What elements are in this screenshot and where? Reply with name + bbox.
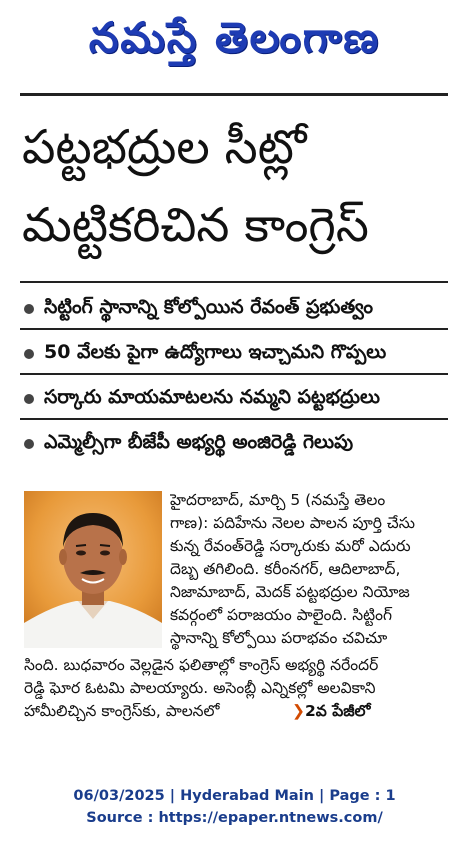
footer-edition-info: 06/03/2025 | Hyderabad Main | Page : 1 [73,788,396,804]
continued-note [292,700,432,723]
article-line: కవర్గంలో పరాజయం పాలైంది. సిట్టింగ్ [170,606,392,624]
bullet-item [22,294,448,324]
headline-line-1: పట్టభద్రుల సీట్లో [22,120,307,175]
bullet-item [22,384,448,414]
article-line: హామీలిచ్చిన కాంగ్రెస్‌కు, పాలనలో [24,702,220,720]
bullet-item [22,339,448,369]
masthead [0,0,469,86]
bullet-text: ఎమ్మెల్సీగా బీజేపీ అభ్యర్థి అంజిరెడ్డి గెలుపు [44,430,354,453]
divider [20,373,448,375]
article-line: సింది. బుధవారం వెల్లడైన ఫలితాల్లో కాంగ్రెస్ అభ్యర్థి నరేందర్ [24,656,379,674]
article-line: నిజామాబాద్, మెదక్ పట్టభద్రుల నియోజ [170,583,410,601]
bullet-dot-icon [24,304,34,314]
continue-arrow-icon: ❯ [292,702,305,720]
article-line: రెడ్డి ఘోర ఓటమి పాలయ్యారు. అసెంబ్లీ ఎన్నికల్లో అలవికాని [24,679,376,697]
divider [20,328,448,330]
bullet-text: 50 వేలకు పైగా ఉద్యోగాలు ఇచ్చామని గొప్పలు [44,340,387,363]
bullet-text: సర్కారు మాయమాటలను నమ్మని పట్టభద్రులు [44,385,381,408]
bullet-dot-icon [24,349,34,359]
masthead-title: నమస్తే తెలంగాణ [88,13,381,62]
headline-line-2: మట్టికరిచిన కాంగ్రెస్ [22,198,369,253]
bullet-item [22,429,448,459]
article-line: స్థానాన్ని కోల్పోయి పరాభవం చవిచూ [170,629,388,647]
bullet-dot-icon [24,394,34,404]
article-line: కున్న రేవంత్‌రెడ్డి సర్కారుకు మరో ఎదురు [170,537,411,555]
divider [20,93,448,96]
article-line: హైదరాబాద్, మార్చి 5 (నమస్తే తెలం [170,491,386,509]
bullet-dot-icon [24,439,34,449]
article-line: గాణ): పదిహేను నెలల పాలన పూర్తి చేసు [170,514,415,532]
article-line: దెబ్బ తగిలింది. కరీంనగర్, ఆదిలాబాద్, [170,560,401,578]
divider [20,281,448,283]
portrait-photo [24,491,162,648]
divider [20,418,448,420]
bullet-text: సిట్టింగ్ స్థానాన్ని కోల్పోయిన రేవంత్ ప్రభుత్వం [44,295,373,318]
continued-label: 2వ పేజీలో [305,702,371,720]
footer-source-link[interactable]: Source : https://epaper.ntnews.com/ [86,810,383,826]
